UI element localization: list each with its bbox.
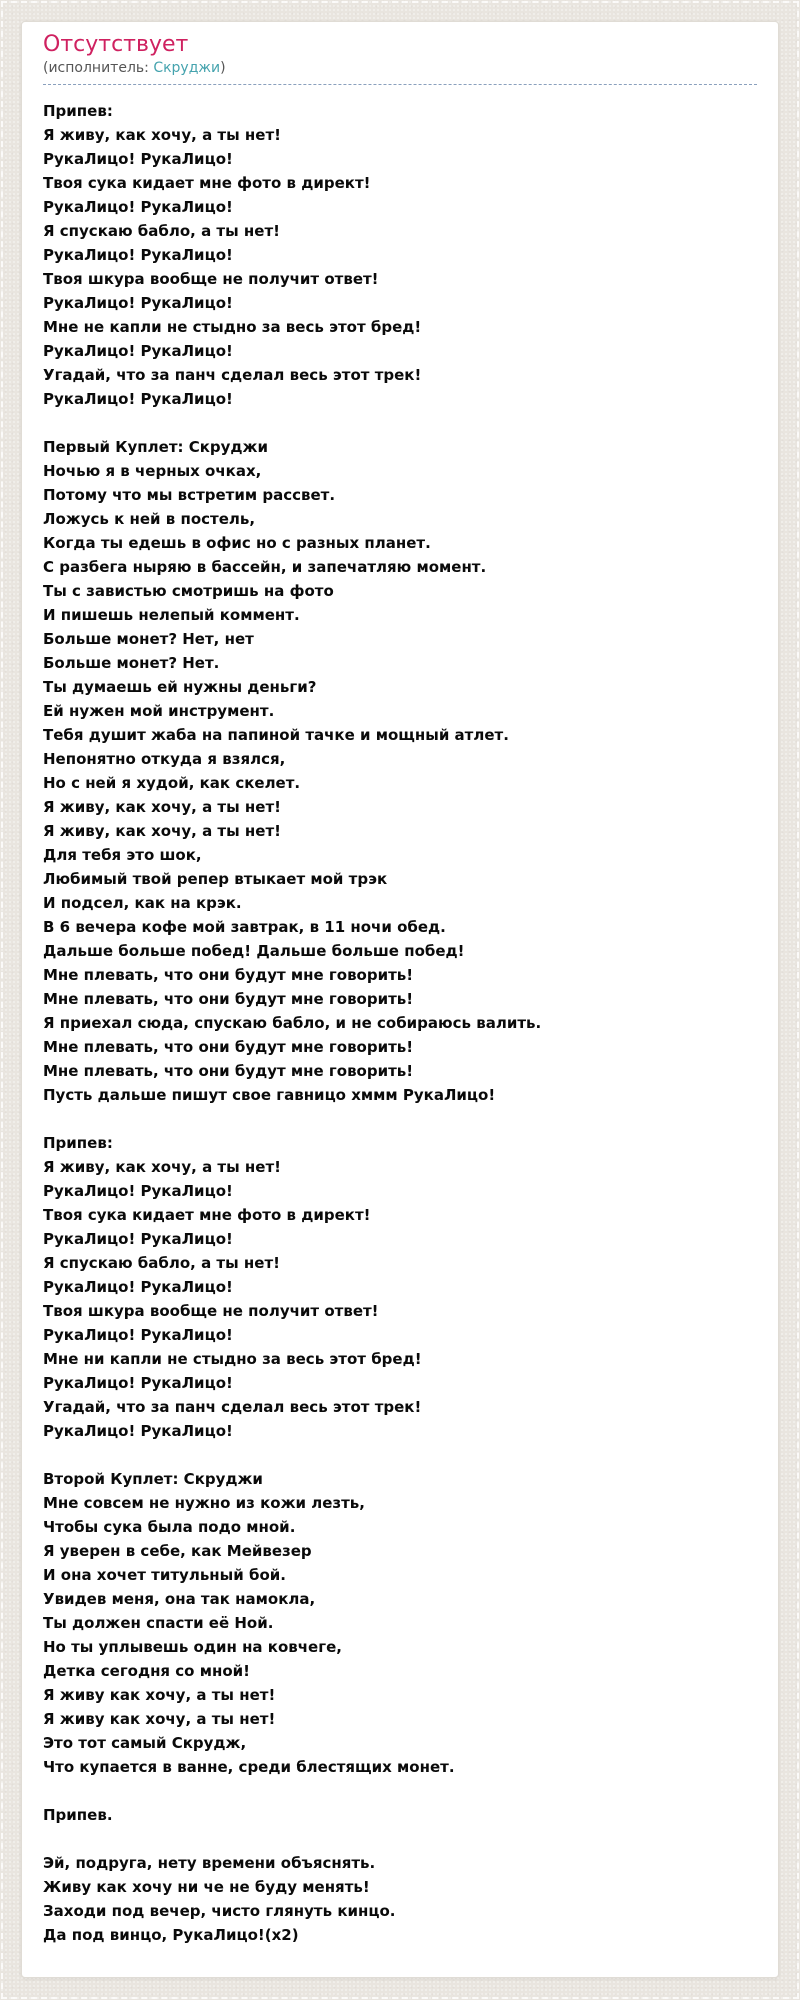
- lyrics-line: Угадай, что за панч сделал весь этот трек!: [43, 366, 422, 384]
- lyrics-line: И подсел, как на крэк.: [43, 894, 242, 912]
- lyrics-line: Мне не капли не стыдно за весь этот бред!: [43, 318, 422, 336]
- artist-link[interactable]: Скруджи: [153, 60, 221, 76]
- stanza: [43, 435, 757, 1107]
- artist-line: [43, 60, 757, 85]
- lyrics-line: Я уверен в себе, как Мейвезер: [43, 1542, 312, 1560]
- lyrics-line: Припев:: [43, 102, 113, 120]
- lyrics-line: Но ты уплывешь один на ковчеге,: [43, 1638, 342, 1656]
- lyrics-line: Припев:: [43, 1134, 113, 1152]
- lyrics-line: И пишешь нелепый коммент.: [43, 606, 300, 624]
- lyrics-line: Твоя сука кидает мне фото в директ!: [43, 174, 371, 192]
- lyrics-line: РукаЛицо! РукаЛицо!: [43, 1374, 233, 1392]
- lyrics-line: Мне плевать, что они будут мне говорить!: [43, 966, 414, 984]
- stanza: [43, 1467, 757, 1779]
- lyrics-line: Увидев меня, она так намокла,: [43, 1590, 316, 1608]
- lyrics-line: Эй, подруга, нету времени объяснять.: [43, 1854, 376, 1872]
- lyrics-line: Пусть дальше пишут свое гавницо хммм РукаЛицо!: [43, 1086, 496, 1104]
- lyrics-line: В 6 вечера кофе мой завтрак, в 11 ночи обед.: [43, 918, 446, 936]
- stanza: [43, 1851, 757, 1947]
- lyrics-line: Любимый твой репер втыкает мой трэк: [43, 870, 388, 888]
- lyrics-line: Я живу, как хочу, а ты нет!: [43, 798, 281, 816]
- lyrics-line: Мне плевать, что они будут мне говорить!: [43, 1038, 414, 1056]
- lyrics-line: Твоя шкура вообще не получит ответ!: [43, 270, 379, 288]
- lyrics-line: Заходи под вечер, чисто глянуть кинцо.: [43, 1902, 396, 1920]
- lyrics-line: Мне ни капли не стыдно за весь этот бред!: [43, 1350, 422, 1368]
- lyrics-line: РукаЛицо! РукаЛицо!: [43, 1230, 233, 1248]
- lyrics-line: Я приехал сюда, спускаю бабло, и не собираюсь валить.: [43, 1014, 542, 1032]
- lyrics-line: Больше монет? Нет.: [43, 654, 220, 672]
- lyrics-line: Ты с завистью смотришь на фото: [43, 582, 334, 600]
- lyrics-line: РукаЛицо! РукаЛицо!: [43, 198, 233, 216]
- lyrics-line: РукаЛицо! РукаЛицо!: [43, 1182, 233, 1200]
- artist-label-prefix: (исполнитель:: [43, 60, 154, 76]
- lyrics-line: Я живу как хочу, а ты нет!: [43, 1686, 276, 1704]
- stanza: [43, 99, 757, 411]
- lyrics-line: Мне плевать, что они будут мне говорить!: [43, 990, 414, 1008]
- lyrics-line: Я спускаю бабло, а ты нет!: [43, 222, 280, 240]
- lyrics-line: Детка сегодня со мной!: [43, 1662, 250, 1680]
- lyrics-line: С разбега ныряю в бассейн, и запечатляю момент.: [43, 558, 487, 576]
- lyrics-line: РукаЛицо! РукаЛицо!: [43, 246, 233, 264]
- lyrics-text: [43, 99, 757, 1947]
- lyrics-line: Мне плевать, что они будут мне говорить!: [43, 1062, 414, 1080]
- lyrics-line: Припев.: [43, 1806, 113, 1824]
- lyrics-line: Чтобы сука была подо мной.: [43, 1518, 296, 1536]
- lyrics-line: Твоя шкура вообще не получит ответ!: [43, 1302, 379, 1320]
- lyrics-line: РукаЛицо! РукаЛицо!: [43, 1326, 233, 1344]
- lyrics-line: Второй Куплет: Скруджи: [43, 1470, 263, 1488]
- lyrics-line: Я спускаю бабло, а ты нет!: [43, 1254, 280, 1272]
- lyrics-line: Ты думаешь ей нужны деньги?: [43, 678, 317, 696]
- lyrics-line: РукаЛицо! РукаЛицо!: [43, 150, 233, 168]
- lyrics-line: Что купается в ванне, среди блестящих монет.: [43, 1758, 455, 1776]
- lyrics-line: Я живу, как хочу, а ты нет!: [43, 1158, 281, 1176]
- lyrics-card: [21, 21, 779, 1978]
- song-title: Отсутствует: [43, 32, 189, 57]
- lyrics-line: Я живу, как хочу, а ты нет!: [43, 126, 281, 144]
- lyrics-line: Тебя душит жаба на папиной тачке и мощный атлет.: [43, 726, 509, 744]
- lyrics-line: Твоя сука кидает мне фото в директ!: [43, 1206, 371, 1224]
- lyrics-line: РукаЛицо! РукаЛицо!: [43, 294, 233, 312]
- lyrics-line: Угадай, что за панч сделал весь этот трек!: [43, 1398, 422, 1416]
- lyrics-line: Да под винцо, РукаЛицо!(х2): [43, 1926, 299, 1944]
- lyrics-line: И она хочет титульный бой.: [43, 1566, 286, 1584]
- lyrics-line: РукаЛицо! РукаЛицо!: [43, 1422, 233, 1440]
- lyrics-line: Ты должен спасти её Ной.: [43, 1614, 274, 1632]
- lyrics-line: РукаЛицо! РукаЛицо!: [43, 1278, 233, 1296]
- lyrics-line: Живу как хочу ни че не буду менять!: [43, 1878, 370, 1896]
- lyrics-line: Для тебя это шок,: [43, 846, 202, 864]
- lyrics-line: Ночью я в черных очках,: [43, 462, 262, 480]
- lyrics-line: Потому что мы встретим рассвет.: [43, 486, 336, 504]
- lyrics-line: Первый Куплет: Скруджи: [43, 438, 268, 456]
- lyrics-line: Дальше больше побед! Дальше больше побед!: [43, 942, 465, 960]
- lyrics-line: Это тот самый Скрудж,: [43, 1734, 247, 1752]
- lyrics-line: Я живу как хочу, а ты нет!: [43, 1710, 276, 1728]
- lyrics-line: Непонятно откуда я взялся,: [43, 750, 286, 768]
- stanza: [43, 1131, 757, 1443]
- stanza: [43, 1803, 757, 1827]
- lyrics-line: Больше монет? Нет, нет: [43, 630, 254, 648]
- lyrics-line: Мне совсем не нужно из кожи лезть,: [43, 1494, 365, 1512]
- lyrics-line: Ложусь к ней в постель,: [43, 510, 256, 528]
- artist-label-suffix: ): [220, 60, 226, 76]
- lyrics-line: РукаЛицо! РукаЛицо!: [43, 390, 233, 408]
- lyrics-line: Когда ты едешь в офис но с разных планет.: [43, 534, 431, 552]
- lyrics-line: РукаЛицо! РукаЛицо!: [43, 342, 233, 360]
- lyrics-line: Я живу, как хочу, а ты нет!: [43, 822, 281, 840]
- lyrics-line: Ей нужен мой инструмент.: [43, 702, 275, 720]
- lyrics-line: Но с ней я худой, как скелет.: [43, 774, 301, 792]
